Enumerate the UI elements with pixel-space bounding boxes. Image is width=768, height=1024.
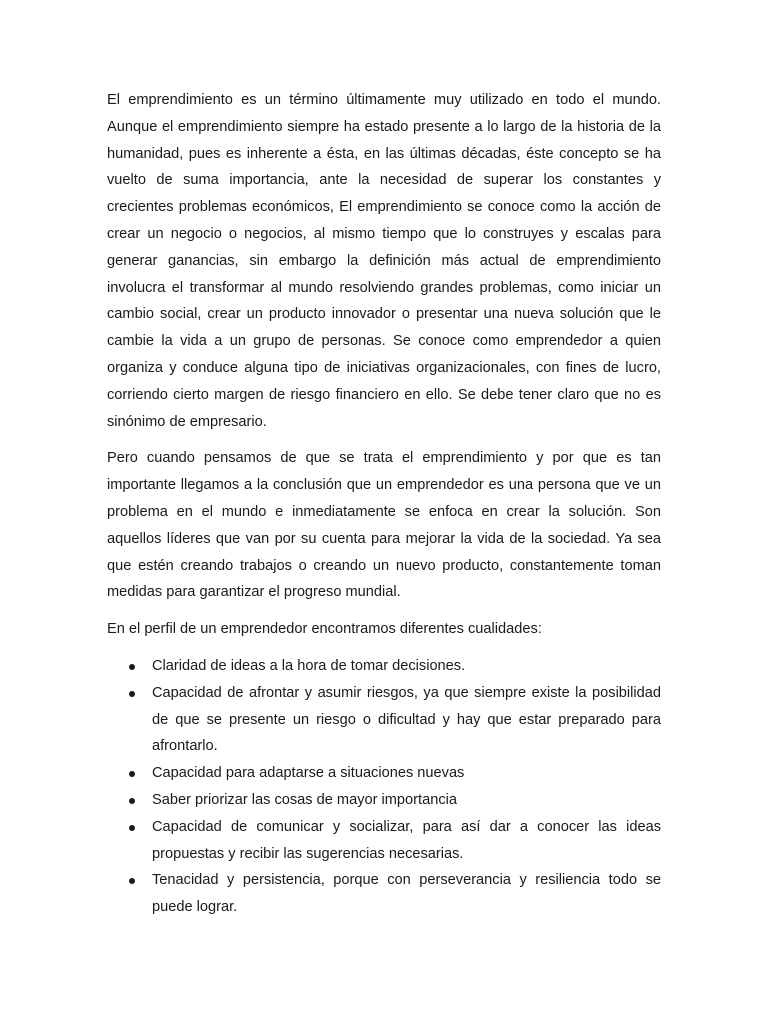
list-item	[107, 867, 661, 921]
list-item	[107, 760, 661, 787]
bullet-icon	[129, 691, 135, 697]
list-item-text: Capacidad de comunicar y socializar, para así dar a conocer las ideas propuestas y recibir las sugerencias necesarias.	[152, 818, 661, 862]
document-body	[107, 87, 661, 921]
bullet-icon	[129, 825, 135, 831]
paragraph-qualities-intro: En el perfil de un emprendedor encontramos diferentes cualidades:	[107, 621, 542, 638]
bullet-icon	[129, 878, 135, 884]
list-item-text: Capacidad de afrontar y asumir riesgos, ya que siempre existe la posibilidad de que se presente un riesgo o dificultad y hay que estar preparado para afrontarlo.	[152, 684, 661, 755]
list-item	[107, 680, 661, 760]
list-item-text: Capacidad para adaptarse a situaciones nuevas	[152, 765, 465, 782]
qualities-list	[107, 653, 661, 921]
bullet-icon	[129, 798, 135, 804]
bullet-icon	[129, 771, 135, 777]
list-item-text: Claridad de ideas a la hora de tomar decisiones.	[152, 657, 466, 674]
paragraph-intro: El emprendimiento es un término últimamente muy utilizado en todo el mundo. Aunque el emprendimiento siempre ha estado presente a lo largo de la historia de la humanidad, pues es inherente a ésta, en las últimas décadas, éste concepto se ha vuelto de suma importancia, ante la necesidad de superar los constantes y crecientes problemas económicos, El emprendimiento se conoce como la acción de crear un negocio o negocios, al mismo tiempo que lo construyes y escalas para generar ganancias, sin embargo la definición más actual de emprendimiento involucra el transformar al mundo resolviendo grandes problemas, como iniciar un cambio social, crear un producto innovador o presentar una nueva solución que le cambie la vida a un grupo de personas. Se conoce como emprendedor a quien organiza y conduce alguna tipo de iniciativas organizacionales, con fines de lucro, corriendo cierto margen de riesgo financiero en ello. Se debe tener claro que no es sinónimo de empresario.	[107, 92, 661, 430]
list-item	[107, 653, 661, 680]
paragraph-entrepreneur-definition: Pero cuando pensamos de que se trata el emprendimiento y por que es tan importante llegamos a la conclusión que un emprendedor es una persona que ve un problema en el mundo e inmediatamente se enfoca en crear la solución. Son aquellos líderes que van por su cuenta para mejorar la vida de la sociedad. Ya sea que estén creando trabajos o creando un nuevo producto, constantemente toman medidas para garantizar el progreso mundial.	[107, 450, 661, 601]
list-item	[107, 787, 661, 814]
bullet-icon	[129, 664, 135, 670]
list-item-text: Tenacidad y persistencia, porque con perseverancia y resiliencia todo se puede lograr.	[152, 872, 661, 916]
list-item	[107, 814, 661, 868]
list-item-text: Saber priorizar las cosas de mayor importancia	[152, 791, 457, 808]
